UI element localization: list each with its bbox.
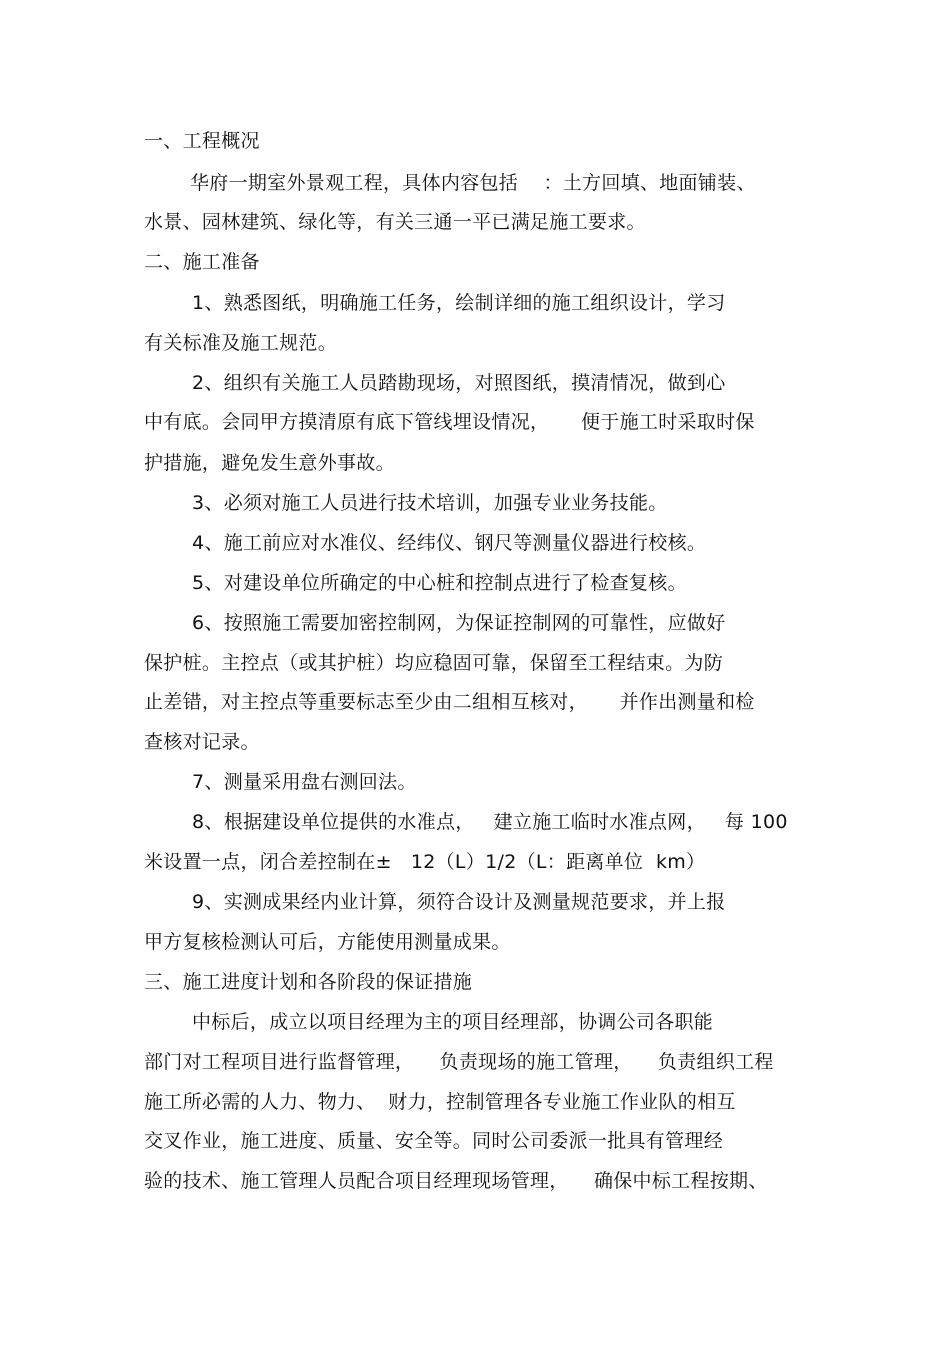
paragraph-line: 米设置一点，闭合差控制在± 12（L）1/2（L：距离单位 km）	[144, 851, 706, 873]
paragraph-line: 7、测量采用盘右测回法。	[192, 771, 417, 793]
paragraph-line: 2、组织有关施工人员踏勘现场，对照图纸，摸清情况，做到心	[192, 372, 726, 394]
paragraph-line: 部门对工程项目进行监督管理， 负责现场的施工管理， 负责组织工程	[144, 1051, 774, 1073]
paragraph-line: 5、对建设单位所确定的中心桩和控制点进行了检查复核。	[192, 572, 687, 594]
paragraph-line: 华府一期室外景观工程，具体内容包括 ：土方回填、地面铺装、	[190, 172, 756, 194]
paragraph-line: 3、必须对施工人员进行技术培训，加强专业业务技能。	[192, 492, 668, 514]
heading-project-overview: 一、工程概况	[144, 130, 260, 152]
paragraph-line: 1、熟悉图纸，明确施工任务，绘制详细的施工组织设计，学习	[192, 292, 726, 314]
paragraph-line: 4、施工前应对水准仪、经纬仪、钢尺等测量仪器进行校核。	[192, 532, 707, 554]
paragraph-line: 9、实测成果经内业计算，须符合设计及测量规范要求，并上报	[192, 891, 726, 913]
heading-construction-preparation: 二、施工准备	[144, 251, 260, 273]
paragraph-line: 水景、园林建筑、绿化等，有关三通一平已满足施工要求。	[144, 211, 646, 233]
paragraph-line: 验的技术、施工管理人员配合项目经理现场管理， 确保中标工程按期、	[144, 1170, 768, 1192]
paragraph-line: 保护桩。主控点（或其护桩）均应稳固可靠，保留至工程结束。为防	[144, 652, 724, 674]
paragraph-line: 有关标准及施工规范。	[144, 332, 338, 354]
paragraph-line: 中标后，成立以项目经理为主的项目经理部，协调公司各职能	[192, 1011, 714, 1033]
paragraph-line: 止差错，对主控点等重要标志至少由二组相互核对， 并作出测量和检	[144, 691, 755, 713]
paragraph-line: 交叉作业，施工进度、质量、安全等。同时公司委派一批具有管理经	[144, 1130, 724, 1152]
paragraph-line: 8、根据建设单位提供的水准点， 建立施工临时水准点网， 每 100	[192, 811, 788, 833]
paragraph-line: 中有底。会同甲方摸清原有底下管线埋设情况， 便于施工时采取时保	[144, 411, 755, 433]
paragraph-line: 6、按照施工需要加密控制网，为保证控制网的可靠性，应做好	[192, 612, 726, 634]
paragraph-line: 查核对记录。	[144, 731, 260, 753]
heading-schedule-measures: 三、施工进度计划和各阶段的保证措施	[144, 971, 473, 993]
paragraph-line: 甲方复核检测认可后，方能使用测量成果。	[144, 931, 511, 953]
paragraph-line: 施工所必需的人力、物力、 财力，控制管理各专业施工作业队的相互	[144, 1091, 736, 1113]
paragraph-line: 护措施，避免发生意外事故。	[144, 452, 395, 474]
